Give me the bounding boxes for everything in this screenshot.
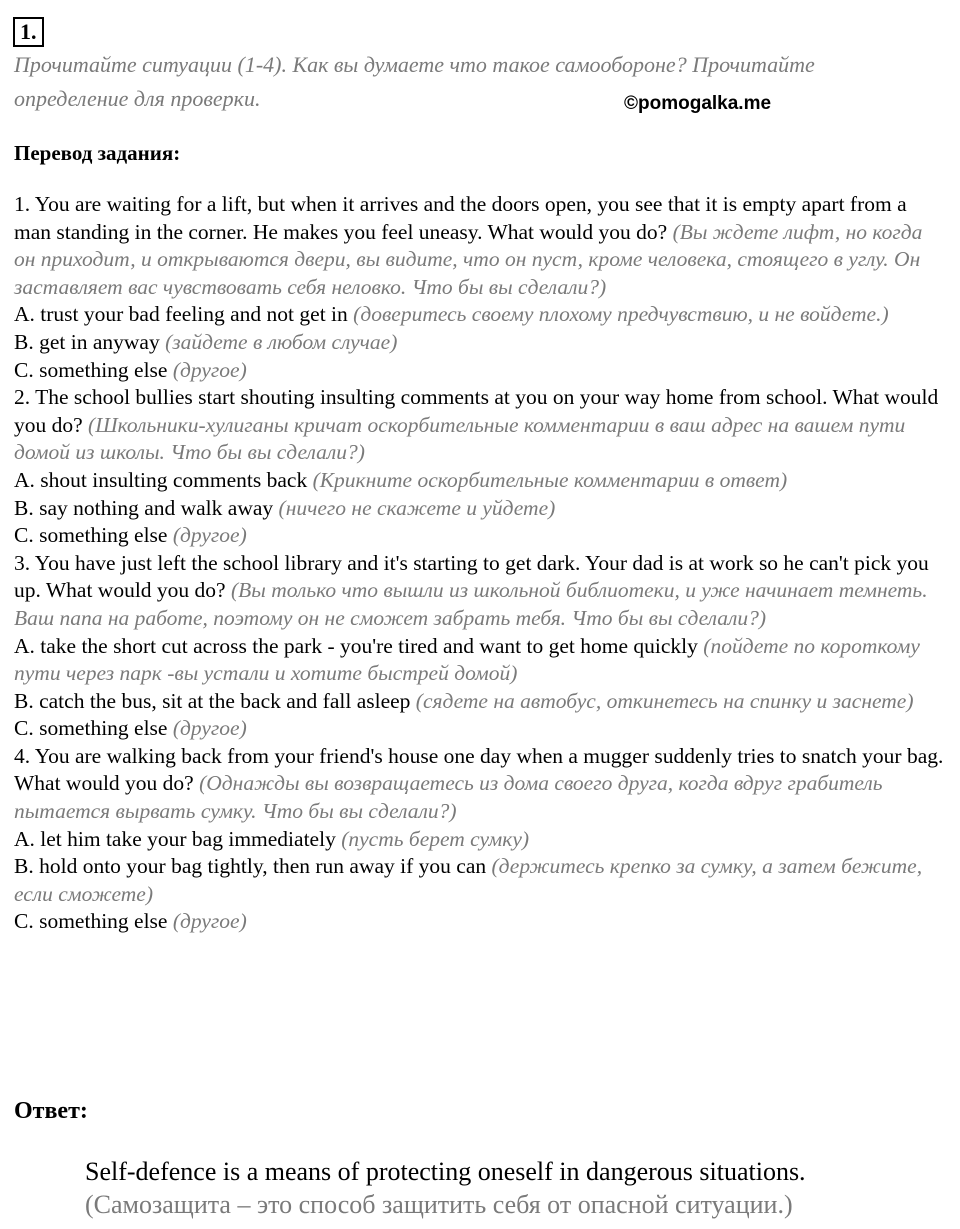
situation-question xyxy=(14,550,949,633)
option-en: C. something else xyxy=(14,909,168,934)
option-en: C. something else xyxy=(14,357,168,382)
answer-en: Self-defence is a means of protecting oneself in dangerous situations. xyxy=(85,1157,806,1186)
option-en: A. take the short cut across the park - you're tired and want to get home quickly xyxy=(14,633,698,658)
question-en: 1. You are waiting for a lift, but when it arrives and the doors open, you see that it is empty apart from a man standing in the corner. He makes you feel uneasy. What would you do? xyxy=(14,192,907,244)
question-ru: (Вы ждете лифт, но когда он приходит, и открываются двери, вы видите, что он пуст, кроме человека, стоящего в углу. Он заставляет вас чувствовать себя неловко. Что бы вы сделали?) xyxy=(14,219,923,299)
option-ru: (ничего не скажете и уйдете) xyxy=(278,495,556,520)
question-ru: (Вы только что вышли из школьной библиотеки, и уже начинает темнеть. Ваш папа на работе, поэтому он не сможет забрать тебя. Что бы вы сделали?) xyxy=(14,578,928,630)
task-instruction: Прочитайте ситуации (1-4). Как вы думаете что такое самообороне? Прочитайте определение для проверки. xyxy=(14,52,815,111)
question-en: 3. You have just left the school library and it's starting to get dark. Your dad is at work so he can't pick you up. What would you do? xyxy=(14,550,929,603)
option-item xyxy=(14,715,949,743)
option-item xyxy=(14,301,949,329)
option-en: B. hold onto your bag tightly, then run away if you can xyxy=(14,854,487,879)
option-en: B. say nothing and walk away xyxy=(14,495,274,520)
option-ru: (сядете на автобус, откинетесь на спинку и заснете) xyxy=(415,688,914,713)
option-en: C. something else xyxy=(14,523,168,548)
option-ru: (Крикните оскорбительные комментарии в ответ) xyxy=(312,467,788,492)
situation-question xyxy=(14,191,949,301)
option-item xyxy=(14,853,949,908)
option-en: A. trust your bad feeling and not get in xyxy=(14,302,348,327)
option-ru: (другое) xyxy=(172,357,247,382)
option-ru: (пойдете по короткому пути через парк -вы устали и хотите быстрей домой) xyxy=(14,633,920,686)
watermark: ©pomogalka.me xyxy=(624,93,772,114)
option-ru: (пусть берет сумку) xyxy=(341,826,530,851)
option-en: B. catch the bus, sit at the back and fall asleep xyxy=(14,688,411,713)
question-ru: (Школьники-хулиганы кричат оскорбительные комментарии в ваш адрес на вашем пути домой из школы. Что бы вы сделали?) xyxy=(14,412,906,465)
option-item xyxy=(14,467,949,495)
question-en: 4. You are walking back from your friend's house one day when a mugger suddenly tries to snatch your bag. What would you do? xyxy=(14,743,944,796)
option-ru: (другое) xyxy=(172,909,247,934)
option-item xyxy=(14,826,949,854)
option-en: A. let him take your bag immediately xyxy=(14,826,336,851)
option-ru: (другое) xyxy=(172,716,247,741)
option-ru: (доверитесь своему плохому предчувствию, и не войдете.) xyxy=(353,302,889,327)
option-ru: (держитесь крепко за сумку, а затем бежите, если сможете) xyxy=(14,854,923,906)
task-number: 1. xyxy=(13,17,44,47)
option-item xyxy=(14,329,949,357)
answer-heading: Ответ: xyxy=(14,1098,88,1124)
option-en: A. shout insulting comments back xyxy=(14,467,308,492)
situation-question xyxy=(14,743,949,826)
option-item xyxy=(14,688,949,716)
option-item xyxy=(14,495,949,523)
question-en: 2. The school bullies start shouting insulting comments at you on your way home from school. What would you do? xyxy=(14,385,939,437)
option-item xyxy=(14,908,949,936)
answer-ru: (Самозащита – это способ защитить себя от опасной ситуации.) xyxy=(85,1190,793,1219)
option-ru: (зайдете в любом случае) xyxy=(165,329,398,354)
option-ru: (другое) xyxy=(172,523,247,548)
option-item xyxy=(14,633,949,688)
option-item xyxy=(14,522,949,550)
question-ru: (Однажды вы возвращаетесь из дома своего друга, когда вдруг грабитель пытается вырвать сумку. Что бы вы сделали?) xyxy=(14,771,883,824)
option-en: B. get in anyway xyxy=(14,329,160,354)
situations-list xyxy=(14,191,949,936)
option-en: C. something else xyxy=(14,716,168,741)
translation-heading: Перевод задания: xyxy=(14,141,181,165)
option-item xyxy=(14,357,949,385)
situation-question xyxy=(14,384,949,467)
